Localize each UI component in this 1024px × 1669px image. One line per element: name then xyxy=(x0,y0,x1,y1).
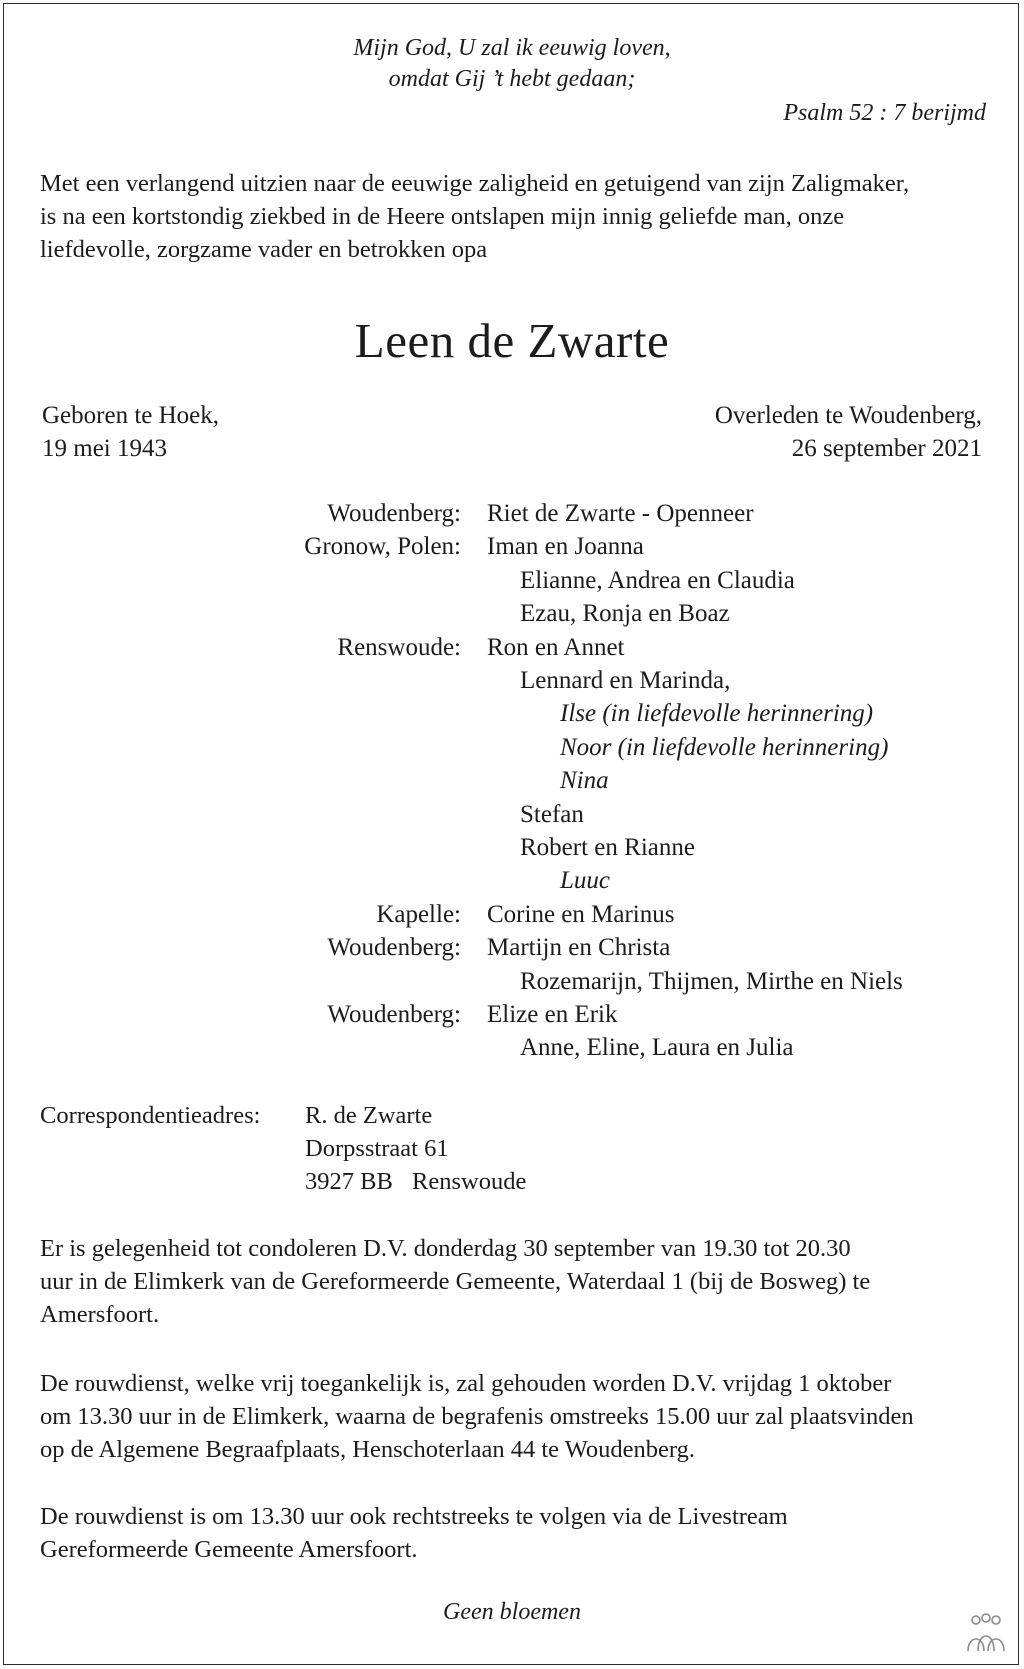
verse-line-1: Mijn God, U zal ik eeuwig loven, xyxy=(353,35,671,61)
intro-line: liefdevolle, zorgzame vader en betrokken opa xyxy=(40,236,488,263)
correspondence-name: R. de Zwarte xyxy=(305,1102,433,1129)
family-place: Woudenberg: xyxy=(327,500,461,527)
family-place: Woudenberg: xyxy=(327,1001,461,1028)
family-member: Elianne, Andrea en Claudia xyxy=(520,566,795,594)
family-member: Ilse (in liefdevolle herinnering) xyxy=(560,700,874,728)
death-date: 26 september 2021 xyxy=(791,435,982,462)
condolence-line: Amersfoort. xyxy=(40,1301,160,1328)
verse-reference: Psalm 52 : 7 berijmd xyxy=(783,100,986,126)
service-line: op de Algemene Begraafplaats, Henschoterlaan 44 te Woudenberg. xyxy=(40,1436,695,1463)
service-paragraph xyxy=(40,1367,1000,1466)
livestream-paragraph xyxy=(40,1500,1000,1566)
family-member: Luuc xyxy=(560,867,610,895)
livestream-line: Gereformeerde Gemeente Amersfoort. xyxy=(40,1536,418,1563)
death-place: Overleden te Woudenberg, xyxy=(714,402,982,429)
death-info xyxy=(715,399,982,465)
family-member: Rozemarijn, Thijmen, Mirthe en Niels xyxy=(520,967,903,995)
family-member: Elize en Erik xyxy=(487,1001,618,1028)
family-member: Corine en Marinus xyxy=(487,900,675,928)
intro-line: is na een kortstondig ziekbed in de Heere ontslapen mijn innig geliefde man, onze xyxy=(40,203,845,230)
verse-line-2: omdat Gij ’t hebt gedaan; xyxy=(388,66,636,92)
correspondence-label: Correspondentieadres: xyxy=(40,1102,261,1129)
condolence-paragraph xyxy=(40,1232,1000,1331)
family-place: Kapelle: xyxy=(376,900,461,928)
family-place: Woudenberg: xyxy=(327,934,461,962)
family-member: Robert en Rianne xyxy=(520,834,695,861)
family-member: Ezau, Ronja en Boaz xyxy=(520,600,730,628)
deceased-name: Leen de Zwarte xyxy=(354,313,670,368)
family-member: Lennard en Marinda, xyxy=(520,667,731,694)
people-group-icon xyxy=(964,1613,1008,1653)
birth-place: Geboren te Hoek, xyxy=(42,402,220,429)
correspondence-city: Renswoude xyxy=(412,1168,527,1195)
no-flowers-note: Geen bloemen xyxy=(443,1599,581,1625)
birth-info xyxy=(42,399,219,465)
intro-line: Met een verlangend uitzien naar de eeuwige zaligheid en getuigend van zijn Zaligmaker, xyxy=(40,170,910,197)
intro-paragraph xyxy=(40,167,1000,266)
condolence-line: Er is gelegenheid tot condoleren D.V. donderdag 30 september van 19.30 tot 20.30 xyxy=(40,1235,851,1262)
family-place: Gronow, Polen: xyxy=(304,533,461,561)
livestream-line: De rouwdienst is om 13.30 uur ook rechtstreeks te volgen via de Livestream xyxy=(40,1503,788,1530)
condolence-line: uur in de Elimkerk van de Gereformeerde Gemeente, Waterdaal 1 (bij de Bosweg) te xyxy=(40,1268,871,1295)
family-member: Iman en Joanna xyxy=(487,533,644,561)
service-line: De rouwdienst, welke vrij toegankelijk is, zal gehouden worden D.V. vrijdag 1 oktober xyxy=(40,1370,892,1397)
family-member: Nina xyxy=(560,767,609,795)
family-member: Stefan xyxy=(520,800,584,828)
correspondence-postcode: 3927 BB xyxy=(305,1168,393,1195)
family-member: Martijn en Christa xyxy=(487,934,671,962)
family-member: Noor (in liefdevolle herinnering) xyxy=(560,733,889,761)
service-line: om 13.30 uur in de Elimkerk, waarna de begrafenis omstreeks 15.00 uur zal plaatsvinden xyxy=(40,1403,914,1430)
family-member: Riet de Zwarte - Openneer xyxy=(487,500,754,527)
family-place: Renswoude: xyxy=(337,633,461,661)
family-member: Ron en Annet xyxy=(487,633,625,661)
family-member: Anne, Eline, Laura en Julia xyxy=(520,1034,794,1062)
birth-date: 19 mei 1943 xyxy=(42,435,167,462)
correspondence-street: Dorpsstraat 61 xyxy=(305,1135,449,1162)
